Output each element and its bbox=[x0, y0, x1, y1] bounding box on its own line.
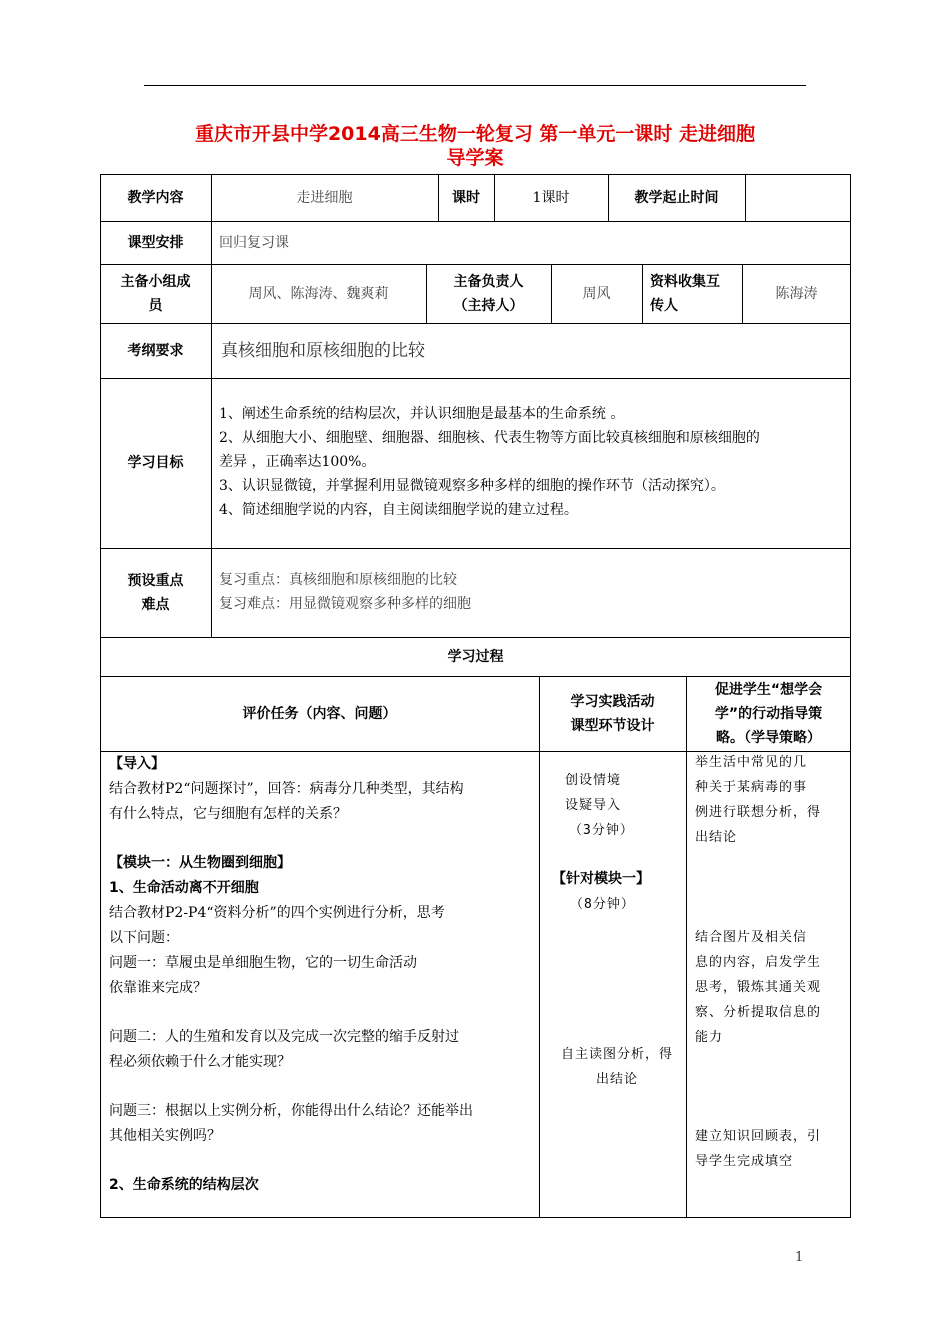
syllabus-label: 考纲要求 bbox=[127, 342, 184, 359]
goal-line: 3、认识显微镜，并掌握利用显微镜观察多种多样的细胞的操作环节（活动探究）。 bbox=[219, 478, 725, 494]
period-label: 课时 bbox=[452, 189, 480, 206]
syllabus-value: 真核细胞和原核细胞的比较 bbox=[221, 340, 425, 361]
collector-label: 资料收集互 传人 bbox=[650, 273, 720, 314]
goal-line: 1、阐述生命系统的结构层次，并认识细胞是最基本的生命系统 。 bbox=[219, 406, 625, 422]
difficult-point: 复习难点：用显微镜观察多种多样的细胞 bbox=[219, 596, 471, 612]
activity-module-one: 【针对模块一】 （8分钟） bbox=[552, 871, 650, 912]
time-value bbox=[745, 174, 851, 221]
teaching-content-value: 走进细胞 bbox=[296, 189, 353, 206]
time-label: 教学起止时间 bbox=[634, 189, 719, 206]
collector-value: 陈海涛 bbox=[775, 285, 818, 302]
process-title: 学习过程 bbox=[447, 648, 504, 665]
team-members-value: 周风、陈海涛、魏爽莉 bbox=[248, 285, 389, 302]
key-points-text bbox=[219, 568, 839, 616]
lead-value: 周风 bbox=[582, 285, 611, 302]
strategy-intro: 举生活中常见的几 种关于某病毒的事 例进行联想分析，得 出结论 bbox=[695, 755, 822, 845]
page-number: 1 bbox=[795, 1250, 804, 1265]
learning-goals-label: 学习目标 bbox=[127, 455, 184, 471]
lesson-type-value: 回归复习课 bbox=[219, 234, 289, 251]
header-rule bbox=[144, 85, 806, 86]
goal-line: 4、简述细胞学说的内容，自主阅读细胞学说的建立过程。 bbox=[219, 502, 578, 518]
learning-goals-list bbox=[219, 402, 849, 522]
document-title bbox=[100, 122, 850, 170]
title-line-1: 重庆市开县中学2014高三生物一轮复习 第一单元一课时 走进细胞 bbox=[194, 123, 756, 145]
col-header-activity: 学习实践活动 课型环节设计 bbox=[570, 693, 655, 734]
teaching-content-label: 教学内容 bbox=[127, 189, 184, 206]
col-header-tasks: 评价任务（内容、问题） bbox=[242, 705, 397, 722]
goal-line: 差异 ，正确率达100%。 bbox=[219, 454, 376, 470]
period-value: 1课时 bbox=[532, 189, 570, 206]
goal-line: 2、从细胞大小、细胞壁、细胞器、细胞核、代表生物等方面比较真核细胞和原核细胞的 bbox=[219, 430, 760, 446]
activity-self-study: 自主读图分析，得 出结论 bbox=[560, 1047, 673, 1087]
col-header-strategy: 促进学生“想学会 学”的行动指导策 略。（学导策略） bbox=[714, 681, 823, 746]
strategy-review: 建立知识回顾表，引 导学生完成填空 bbox=[695, 1129, 822, 1169]
title-line-2: 导学案 bbox=[446, 147, 504, 169]
activity-intro: 创设情境 设疑导入 （3分钟） bbox=[565, 773, 634, 838]
key-point: 复习重点：真核细胞和原核细胞的比较 bbox=[219, 572, 457, 588]
lead-label: 主备负责人 （主持人） bbox=[453, 273, 524, 314]
team-members-label: 主备小组成 员 bbox=[120, 273, 191, 314]
tasks-content: 【导入】 结合教材P2“问题探讨”，回答：病毒分几种类型，其结构 有什么特点，它与细胞有怎样的关系？ 【模块一：从生物圈到细胞】 1、生命活动离不开细胞 结合教材P2-P4“资料分析”的四个实例进行分析，思考 以下问题： 问题一：草履虫是单细胞生物，它的一切生命活动 依靠谁来完成？ 问题二：人的生殖和发育以及完成一次完整的缩手反射过 程必须依赖于什么才能实现？ 问题三：根据以上实例分析，你能得出什么结论？还能举出 其他相关实例吗？ 2、生命系统的结构层次 bbox=[109, 756, 473, 1193]
lesson-type-label: 课型安排 bbox=[127, 234, 184, 251]
key-points-label: 预设重点 难点 bbox=[127, 572, 184, 613]
strategy-module-one: 结合图片及相关信 息的内容，启发学生 思考，锻炼其通关观 察、分析提取信息的 能力 bbox=[695, 930, 822, 1045]
